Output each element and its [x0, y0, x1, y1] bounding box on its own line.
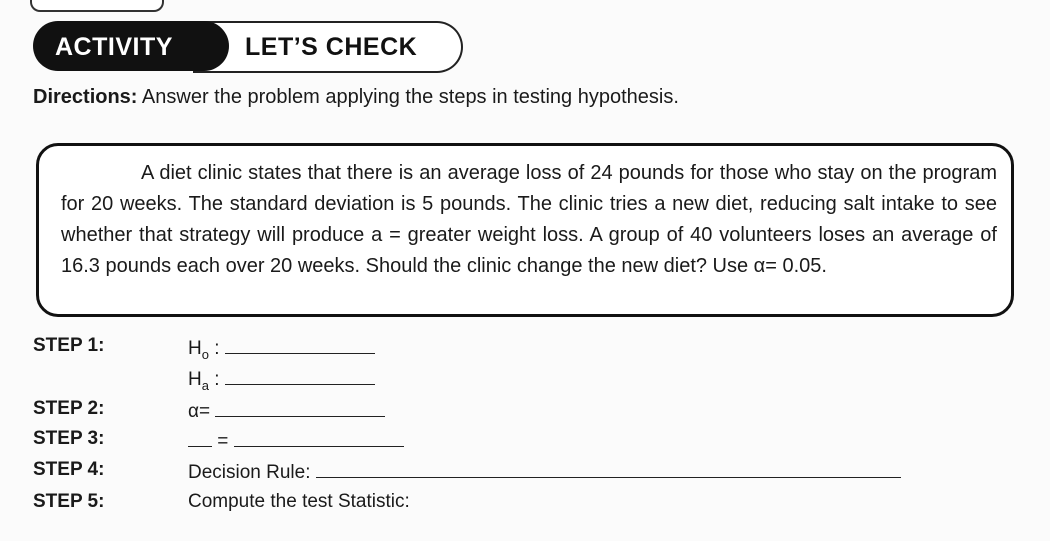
ha-answer-blank[interactable]: [225, 366, 375, 385]
h0-answer-blank[interactable]: [225, 335, 375, 354]
step1-null-hypothesis: [188, 335, 375, 362]
banner-title: LET’S CHECK: [245, 33, 418, 61]
step5-label: STEP 5:: [33, 491, 105, 512]
step4-label: STEP 4:: [33, 459, 105, 480]
step3-label: STEP 3:: [33, 428, 105, 449]
step4-decision-rule: [188, 459, 901, 484]
step1-alt-hypothesis: [188, 366, 375, 393]
step3-equals: =: [217, 431, 229, 452]
ha-colon: :: [214, 369, 220, 390]
alpha-text: α=: [188, 401, 211, 422]
decision-rule-text: Decision Rule:: [188, 462, 311, 483]
step5-test-statistic: [188, 491, 410, 513]
directions-text: Answer the problem applying the steps in testing hypothesis.: [141, 86, 679, 108]
banner-activity-label: ACTIVITY: [55, 33, 173, 61]
problem-text: A diet clinic states that there is an average loss of 24 pounds for those who stay on the program for 20 weeks. The standard deviation is 5 pounds. The clinic tries a new diet, reducing salt intake to see whether that strategy will produce a = greater weight loss. A group of 40 volunteers loses an average of 16.3 pounds each over 20 weeks. Should the clinic change the new diet? Use α= 0.05.: [61, 162, 997, 277]
step3-answer-blank[interactable]: [234, 428, 404, 447]
test-statistic-text: Compute the test Statistic:: [188, 491, 410, 512]
step3-test: [188, 428, 404, 453]
ha-symbol: $H_a$: [188, 369, 209, 393]
step3-test-name-blank[interactable]: [188, 428, 212, 447]
h0-colon: :: [214, 338, 220, 359]
decision-rule-blank[interactable]: [316, 459, 901, 478]
alpha-answer-blank[interactable]: [215, 398, 385, 417]
h0-symbol: $H_o$: [188, 338, 209, 362]
activity-banner: [33, 21, 463, 71]
step1-label: STEP 1:: [33, 335, 105, 356]
step2-alpha: [188, 398, 385, 423]
directions: [33, 86, 679, 109]
step2-label: STEP 2:: [33, 398, 105, 419]
top-decoration: [30, 0, 164, 12]
problem-box: [36, 143, 1014, 317]
directions-label: Directions:: [33, 86, 138, 108]
